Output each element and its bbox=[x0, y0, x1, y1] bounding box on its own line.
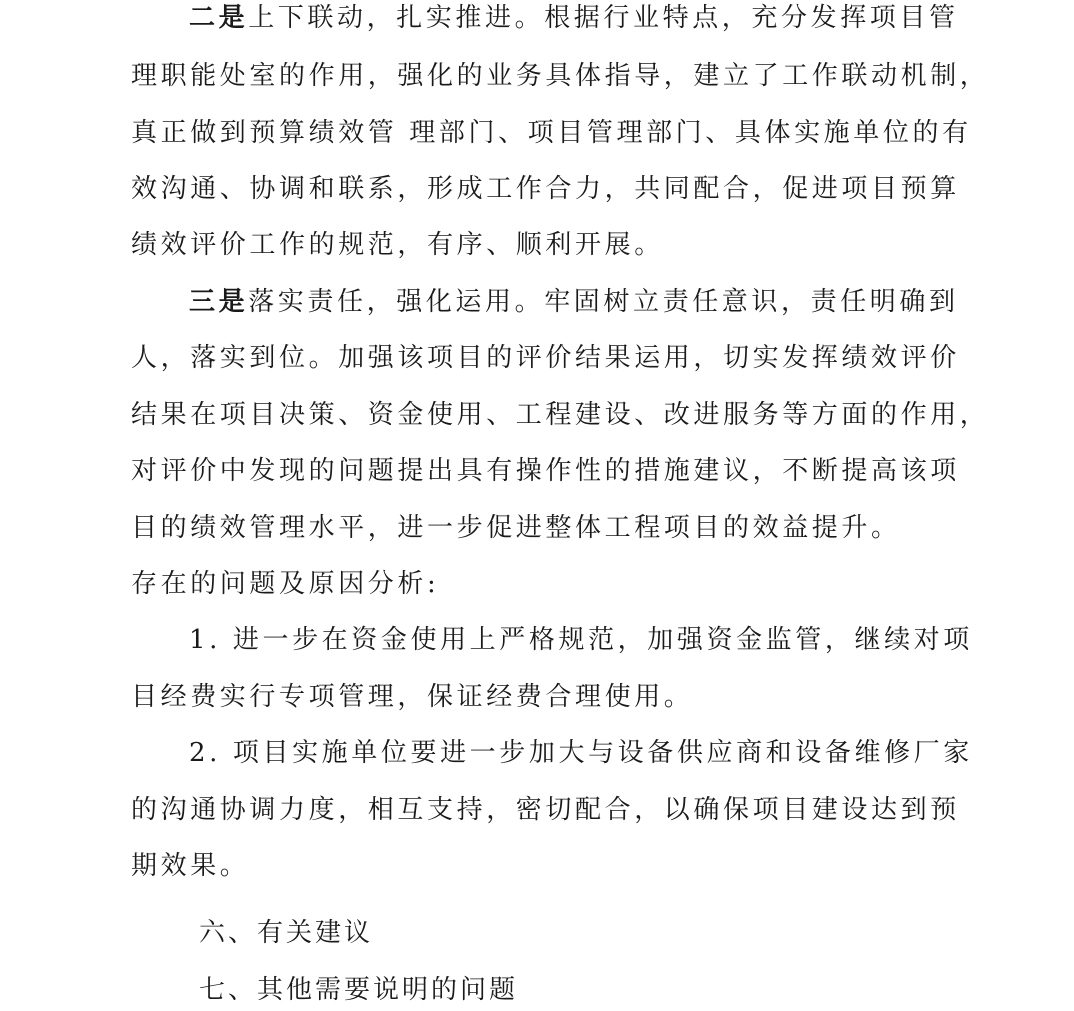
list-item-line: 期效果。 bbox=[131, 851, 250, 881]
paragraph-line: 理职能处室的作用，强化的业务具体指导，建立了工作联动机制， bbox=[131, 61, 990, 91]
paragraph-line: 结果在项目决策、资金使用、工程建设、改进服务等方面的作用， bbox=[131, 400, 990, 430]
list-item-line: 1. 进一步在资金使用上严格规范，加强资金监管，继续对项 bbox=[189, 625, 973, 655]
paragraph-line: 绩效评价工作的规范，有序、顺利开展。 bbox=[131, 230, 664, 260]
paragraph-line: 目的绩效管理水平，进一步促进整体工程项目的效益提升。 bbox=[131, 513, 901, 543]
paragraph-text: 落实责任，强化运用。牢固树立责任意识，责任明确到 bbox=[248, 287, 959, 317]
list-item-line: 2. 项目实施单位要进一步加大与设备供应商和设备维修厂家 bbox=[189, 738, 973, 768]
list-item-line: 的沟通协调力度，相互支持，密切配合，以确保项目建设达到预 bbox=[131, 795, 960, 825]
paragraph-line bbox=[189, 0, 959, 36]
paragraph-line: 对评价中发现的问题提出具有操作性的措施建议，不断提高该项 bbox=[131, 456, 960, 486]
paragraph-line bbox=[189, 284, 959, 320]
paragraph-line: 效沟通、协调和联系，形成工作合力，共同配合，促进项目预算 bbox=[131, 174, 960, 204]
paragraph-line: 真正做到预算绩效管 理部门、项目管理部门、具体实施单位的有 bbox=[131, 118, 972, 148]
section-heading-seven: 七、其他需要说明的问题 bbox=[199, 975, 519, 1005]
paragraph-line: 人，落实到位。加强该项目的评价结果运用，切实发挥绩效评价 bbox=[131, 343, 960, 373]
paragraph-lead: 二是 bbox=[189, 3, 249, 33]
problems-heading: 存在的问题及原因分析: bbox=[131, 569, 440, 599]
paragraph-text: 上下联动，扎实推进。根据行业特点，充分发挥项目管 bbox=[248, 3, 959, 33]
section-heading-six: 六、有关建议 bbox=[199, 918, 374, 948]
list-item-line: 目经费实行专项管理，保证经费合理使用。 bbox=[131, 682, 694, 712]
paragraph-lead: 三是 bbox=[189, 287, 249, 317]
